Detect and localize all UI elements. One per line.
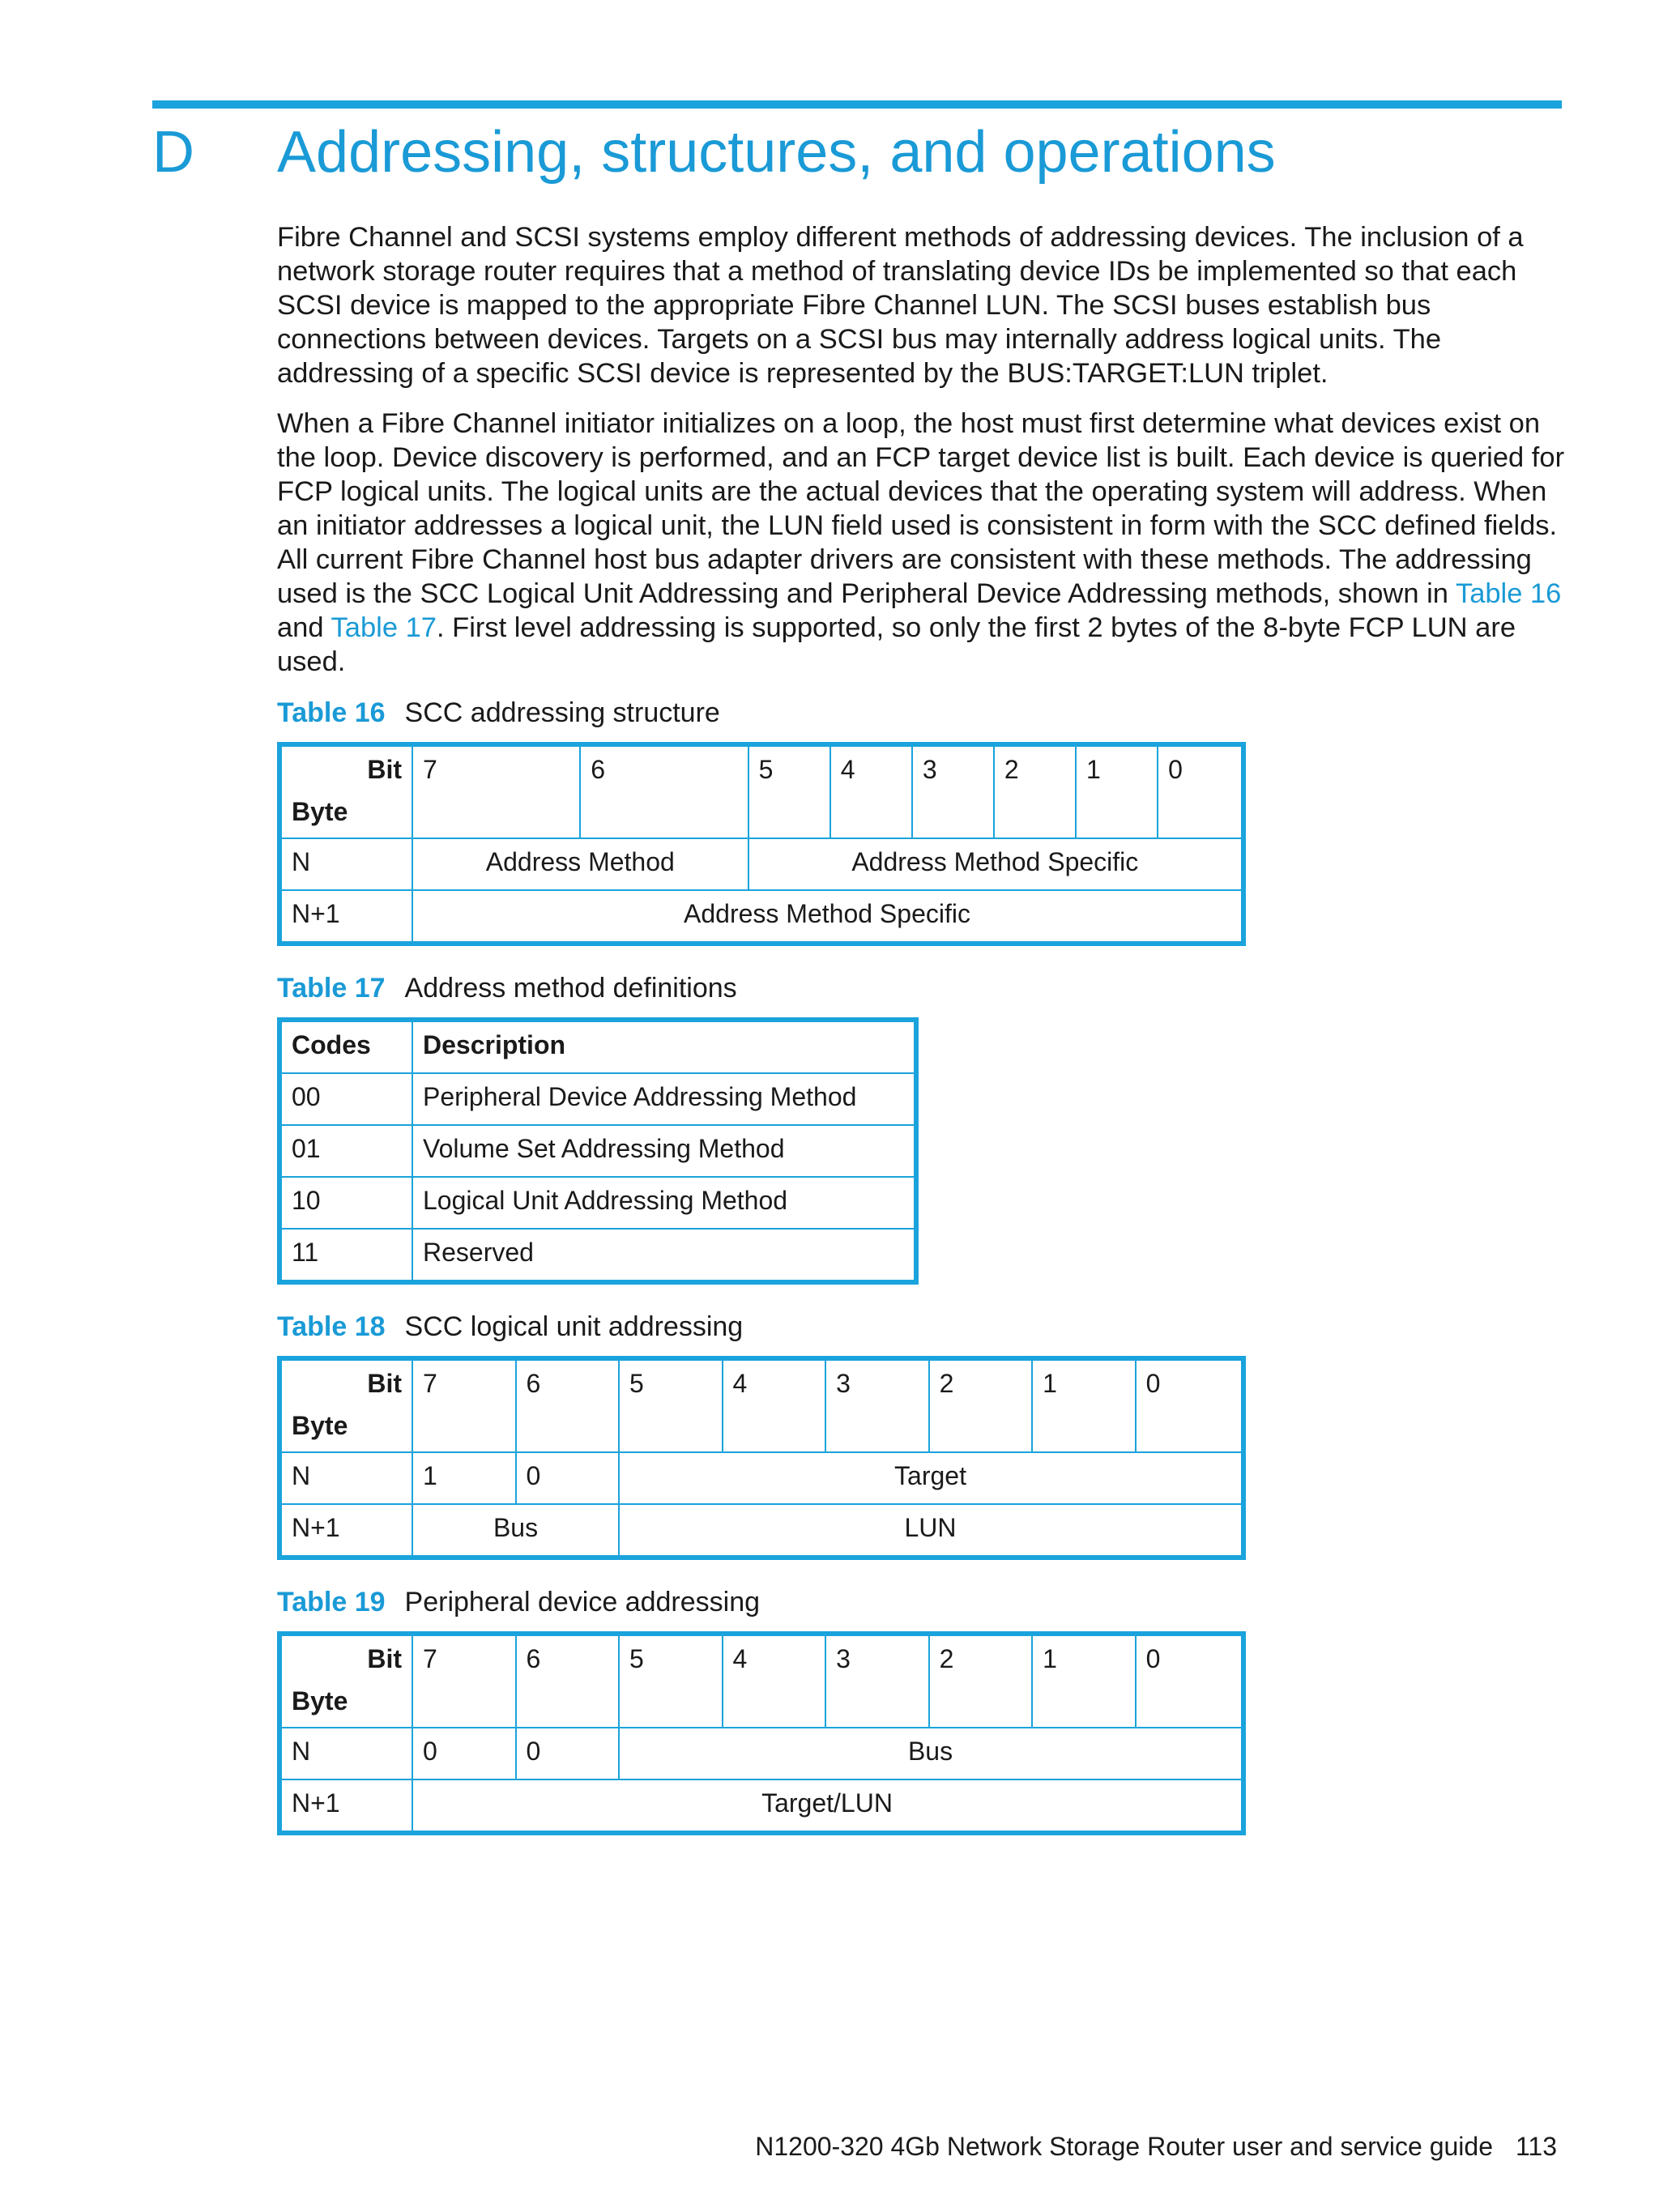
bit-4: 4 xyxy=(830,744,912,838)
table-row xyxy=(279,1634,1243,1728)
byte-label: N+1 xyxy=(279,1504,412,1558)
header-codes: Codes xyxy=(279,1020,412,1073)
cell-bus: Bus xyxy=(412,1504,619,1558)
cell-address-method-specific: Address Method Specific xyxy=(748,838,1243,890)
intro-paragraph: Fibre Channel and SCSI systems employ different methods of addressing devices. The inclusion of a network storage router requires that a method of translating device IDs be implemented so that each SCSI device is mapped to the appropriate Fibre Channel LUN. The SCSI buses establish bus connections between devices. Targets on a SCSI bus may internally address logical units. The addressing of a specific SCSI device is represented by the BUS:TARGET:LUN triplet. xyxy=(277,222,1524,389)
table-row xyxy=(279,1779,1243,1833)
bit-3: 3 xyxy=(825,1634,929,1728)
table-row xyxy=(279,744,1243,838)
cell-lun: LUN xyxy=(619,1504,1243,1558)
bit-2: 2 xyxy=(929,1634,1033,1728)
table16-link[interactable]: Table 16 xyxy=(1455,578,1562,609)
byte-label: N xyxy=(279,1728,412,1779)
byte-label: N xyxy=(279,1452,412,1504)
code-cell: 11 xyxy=(279,1229,412,1282)
table-row xyxy=(279,1125,916,1177)
byte-label: N+1 xyxy=(279,890,412,944)
bit-2: 2 xyxy=(929,1358,1033,1452)
code-cell: 00 xyxy=(279,1073,412,1125)
bit-5: 5 xyxy=(619,1634,723,1728)
bit-1: 1 xyxy=(1032,1634,1136,1728)
bit-0: 0 xyxy=(1136,1634,1243,1728)
code-cell: 01 xyxy=(279,1125,412,1177)
cell-address-method: Address Method xyxy=(412,838,748,890)
table-row xyxy=(279,1073,916,1125)
table-header-row xyxy=(279,1020,916,1073)
chapter-title: Addressing, structures, and operations xyxy=(277,120,1276,185)
cell-bit-6: 0 xyxy=(516,1728,620,1779)
table-row xyxy=(279,890,1243,944)
table-row xyxy=(279,1504,1243,1558)
bit-1: 1 xyxy=(1032,1358,1136,1452)
table-row xyxy=(279,1177,916,1229)
cell-bit-7: 0 xyxy=(412,1728,516,1779)
description-cell: Peripheral Device Addressing Method xyxy=(412,1073,916,1125)
table-row xyxy=(279,838,1243,890)
bit-0: 0 xyxy=(1158,744,1243,838)
byte-label: N xyxy=(279,838,412,890)
bit-6: 6 xyxy=(580,744,748,838)
bit-6: 6 xyxy=(516,1358,620,1452)
table16-caption: Table 16 SCC addressing structure xyxy=(277,697,720,728)
bit-7: 7 xyxy=(412,744,580,838)
bit-4: 4 xyxy=(723,1358,826,1452)
bit-7: 7 xyxy=(412,1634,516,1728)
table-row xyxy=(279,1452,1243,1504)
cell-bit-7: 1 xyxy=(412,1452,516,1504)
header-description: Description xyxy=(412,1020,916,1073)
description-cell: Reserved xyxy=(412,1229,916,1282)
chapter-rule xyxy=(152,100,1562,109)
description-cell: Logical Unit Addressing Method xyxy=(412,1177,916,1229)
bit-byte-header: Bit Byte xyxy=(279,1634,412,1728)
table17-caption: Table 17 Address method definitions xyxy=(277,973,737,1004)
table19 xyxy=(277,1631,1246,1835)
cell-target-lun: Target/LUN xyxy=(412,1779,1243,1833)
table16 xyxy=(277,742,1246,946)
table19-caption: Table 19 Peripheral device addressing xyxy=(277,1587,761,1617)
bit-byte-header: Bit Byte xyxy=(279,1358,412,1452)
table17-link[interactable]: Table 17 xyxy=(331,612,437,643)
page-number: 113 xyxy=(1515,2132,1557,2161)
bit-2: 2 xyxy=(994,744,1076,838)
bit-3: 3 xyxy=(825,1358,929,1452)
page-body xyxy=(277,220,1573,1835)
cell-bit-6: 0 xyxy=(516,1452,620,1504)
bit-5: 5 xyxy=(619,1358,723,1452)
table17 xyxy=(277,1017,919,1285)
bit-byte-header: Bit Byte xyxy=(279,744,412,838)
bit-6: 6 xyxy=(516,1634,620,1728)
cell-target: Target xyxy=(619,1452,1243,1504)
code-cell: 10 xyxy=(279,1177,412,1229)
cell-address-method-specific: Address Method Specific xyxy=(412,890,1243,944)
table-row xyxy=(279,1358,1243,1452)
bit-3: 3 xyxy=(912,744,994,838)
footer-guide-title: N1200-320 4Gb Network Storage Router user and service guide xyxy=(755,2132,1493,2161)
bit-7: 7 xyxy=(412,1358,516,1452)
table-row xyxy=(279,1728,1243,1779)
bit-0: 0 xyxy=(1136,1358,1243,1452)
cell-bus: Bus xyxy=(619,1728,1243,1779)
table18 xyxy=(277,1356,1246,1560)
description-cell: Volume Set Addressing Method xyxy=(412,1125,916,1177)
chapter-letter: D xyxy=(152,120,194,185)
table-row xyxy=(279,1229,916,1282)
bit-4: 4 xyxy=(723,1634,826,1728)
discovery-paragraph: When a Fibre Channel initiator initializes on a loop, the host must first determine what devices exist on the loop. Device discovery is performed, and an FCP target device list is built. Each device is queried for FCP logical units. The logical units are the actual devices that the operating system will address. When an initiator addresses a logical unit, the LUN field used is consistent in form with the SCC defined fields. All current Fibre Channel host bus adapter drivers are consistent with these methods. The addressing used is the SCC Logical Unit Addressing and Peripheral Device Addressing methods, shown in Table 16 and Table 17. First level addressing is supported, so only the first 2 bytes of the 8-byte FCP LUN are used. xyxy=(277,408,1565,677)
bit-1: 1 xyxy=(1076,744,1158,838)
byte-label: N+1 xyxy=(279,1779,412,1833)
table18-caption: Table 18 SCC logical unit addressing xyxy=(277,1311,744,1342)
bit-5: 5 xyxy=(748,744,830,838)
page-footer xyxy=(755,2132,1557,2162)
